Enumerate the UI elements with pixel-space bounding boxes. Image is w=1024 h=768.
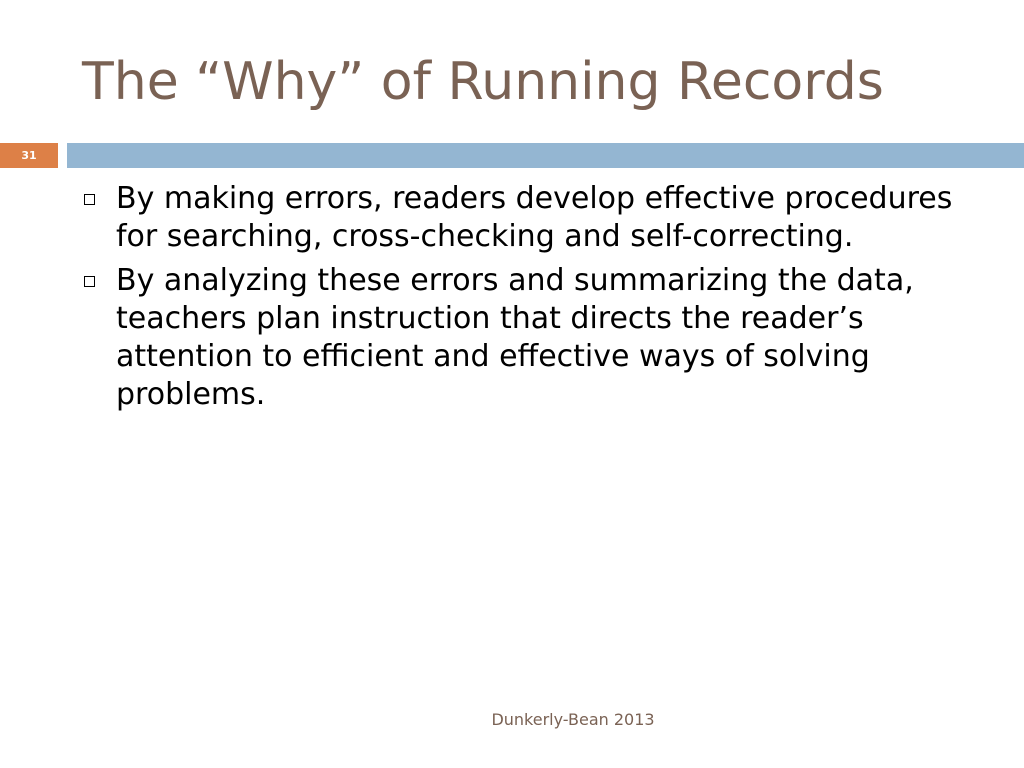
slide-number: 31 <box>0 143 58 168</box>
bullet-list <box>82 180 982 420</box>
accent-bar <box>67 143 1024 168</box>
bullet-text: By making errors, readers develop effective procedures for searching, cross-checking and self-correcting. <box>116 181 953 254</box>
bullet-item <box>82 262 982 414</box>
hollow-square-icon <box>84 194 95 205</box>
bullet-item <box>82 180 982 256</box>
footer-credit: Dunkerly-Bean 2013 <box>491 710 655 729</box>
bullet-text: By analyzing these errors and summarizing the data, teachers plan instruction that directs the reader’s attention to efficient and effective ways of solving problems. <box>116 263 914 412</box>
slide-title: The “Why” of Running Records <box>82 52 884 112</box>
hollow-square-icon <box>84 276 95 287</box>
